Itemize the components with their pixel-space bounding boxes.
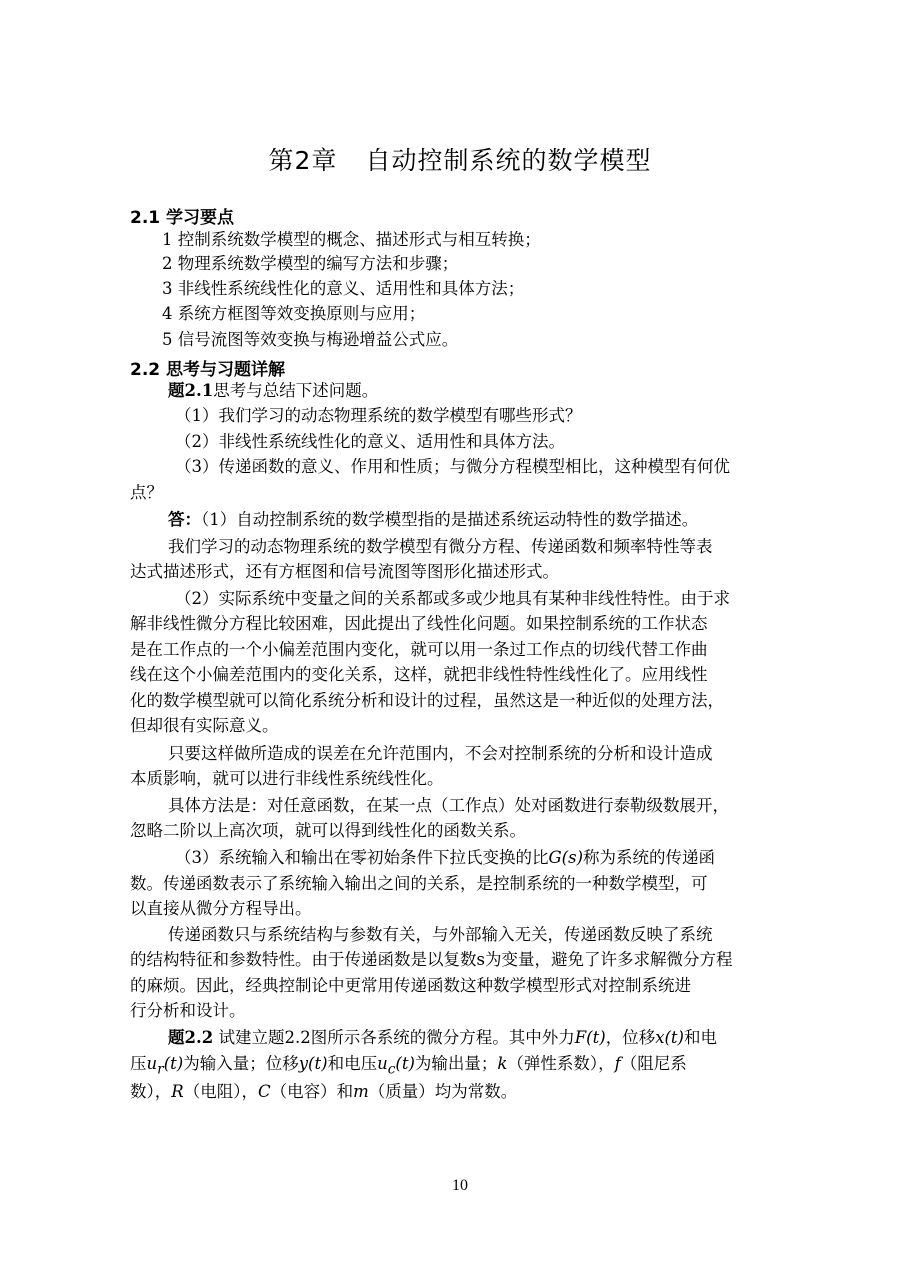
text-span: 试建立题2.2图所示各系统的微分方程。其中外力 (218, 1028, 575, 1047)
answer-label: 答： (168, 510, 201, 529)
question-item: （2）非线性系统线性化的意义、适用性和具体方法。 (175, 432, 565, 451)
text-span: （质量）均为常数。 (368, 1082, 518, 1101)
paragraph-line: 数。传递函数表示了系统输入输出之间的关系，是控制系统的一种数学模型，可 (130, 874, 708, 893)
math-subscript-c: c (387, 1061, 396, 1078)
math-f: f (614, 1054, 621, 1073)
question-item: （3）传递函数的意义、作用和性质；与微分方程模型相比，这种模型有何优 (175, 457, 730, 476)
paragraph-line: 是在工作点的一个小偏差范围内变化，就可以用一条过工作点的切线代替工作曲 (130, 640, 708, 659)
math-y-t: y(t) (298, 1054, 328, 1073)
paragraph-line: 但却很有实际意义。 (130, 716, 279, 735)
key-point: 1 控制系统数学模型的概念、描述形式与相互转换； (162, 230, 541, 249)
question-label: 题2.1 (168, 381, 214, 400)
paragraph-line: 传递函数只与系统结构与参数有关，与外部输入无关，传递函数反映了系统 (168, 925, 713, 944)
text-span: （3）系统输入和输出在零初始条件下拉氏变换的比 (175, 848, 549, 867)
paragraph-line: 以直接从微分方程导出。 (130, 899, 312, 918)
question-2-2-line-1 (168, 1026, 858, 1050)
text-span: 数）， (130, 1082, 172, 1101)
key-point: 2 物理系统数学模型的编写方法和步骤； (162, 254, 459, 273)
text-span: 和电压 (327, 1054, 378, 1073)
text-span: （电阻）， (183, 1082, 258, 1101)
paragraph-line: 行分析和设计。 (130, 1001, 246, 1020)
math-G-s: G(s) (548, 848, 584, 867)
paragraph-line: （2）实际系统中变量之间的关系都或多或少地具有某种非线性特性。由于求 (175, 589, 730, 608)
text-span: ，位移 (605, 1028, 656, 1047)
key-point: 3 非线性系统线性化的意义、适用性和具体方法； (162, 279, 525, 298)
math-u: u (377, 1054, 388, 1073)
page-number: 10 (452, 1177, 468, 1194)
text-span: （弹性系数）， (507, 1054, 615, 1073)
question-item: （1）我们学习的动态物理系统的数学模型有哪些形式？ (175, 406, 582, 425)
question-item-cont: 点？ (130, 483, 163, 502)
paragraph-line: 我们学习的动态物理系统的数学模型有微分方程、传递函数和频率特性等表 (168, 537, 713, 556)
paragraph-line: 的麻烦。因此，经典控制论中更常用传递函数这种数学模型形式对控制系统进 (130, 976, 691, 995)
paragraph-line: 化的数学模型就可以简化系统分析和设计的过程，虽然这是一种近似的处理方法， (130, 691, 724, 710)
math-t: (t) (395, 1054, 415, 1073)
paragraph-line: 的结构特征和参数特性。由于传递函数是以复数s为变量，避免了许多求解微分方程 (130, 950, 733, 969)
paragraph-line: 线在这个小偏差范围内的变化关系，这样，就把非线性特性线性化了。应用线性 (130, 665, 708, 684)
text-span: 为输入量；位移 (183, 1054, 299, 1073)
answer-first-line (168, 508, 858, 532)
paragraph-line: 解非线性微分方程比较困难，因此提出了线性化问题。如果控制系统的工作状态 (130, 614, 708, 633)
answer-text: （1）自动控制系统的数学模型指的是描述系统运动特性的数学描述。 (201, 510, 699, 529)
math-u: u (146, 1054, 158, 1073)
text-span: 压 (130, 1054, 147, 1073)
paragraph-line: 达式描述形式，还有方框图和信号流图等图形化描述形式。 (130, 562, 559, 581)
math-C: C (257, 1082, 271, 1101)
text-span: 为输出量； (414, 1054, 498, 1073)
paragraph-line: 只要这样做所造成的误差在允许范围内，不会对控制系统的分析和设计造成 (168, 744, 713, 763)
text-span: 和电 (684, 1028, 717, 1047)
math-R: R (171, 1082, 184, 1101)
question-2-2-line-2 (130, 1052, 820, 1081)
math-x-t: x(t) (655, 1028, 684, 1047)
math-k: k (497, 1054, 508, 1073)
chapter-label: 第2章 (268, 146, 338, 175)
text-span: 称为系统的传递函 (583, 848, 716, 867)
section-heading-2: 2.2 思考与习题详解 (130, 360, 286, 380)
paragraph-line: 具体方法是：对任意函数，在某一点（工作点）处对函数进行泰勒级数展开， (168, 796, 729, 815)
key-point: 4 系统方框图等效变换原则与应用； (162, 304, 426, 323)
chapter-title (0, 141, 920, 177)
chapter-name: 自动控制系统的数学模型 (365, 146, 652, 175)
math-F-t: F(t) (574, 1028, 606, 1047)
paragraph-line: 本质影响，就可以进行非线性系统线性化。 (130, 769, 444, 788)
question-label: 题2.2 (168, 1028, 214, 1047)
question-text: 思考与总结下述问题。 (213, 381, 379, 400)
paragraph-line-transfer (175, 846, 865, 870)
key-point: 5 信号流图等效变换与梅逊增益公式应。 (162, 330, 459, 349)
math-m: m (353, 1082, 369, 1101)
question-2-2-line-3 (130, 1080, 820, 1104)
section-heading-1: 2.1 学习要点 (130, 208, 235, 228)
text-span: （电容）和 (270, 1082, 354, 1101)
math-subscript-r: r (157, 1061, 164, 1078)
text-span: （阻尼系 (620, 1054, 687, 1073)
paragraph-line: 忽略二阶以上高次项，就可以得到线性化的函数关系。 (130, 821, 526, 840)
question-2-1 (168, 379, 858, 403)
math-t: (t) (163, 1054, 184, 1073)
